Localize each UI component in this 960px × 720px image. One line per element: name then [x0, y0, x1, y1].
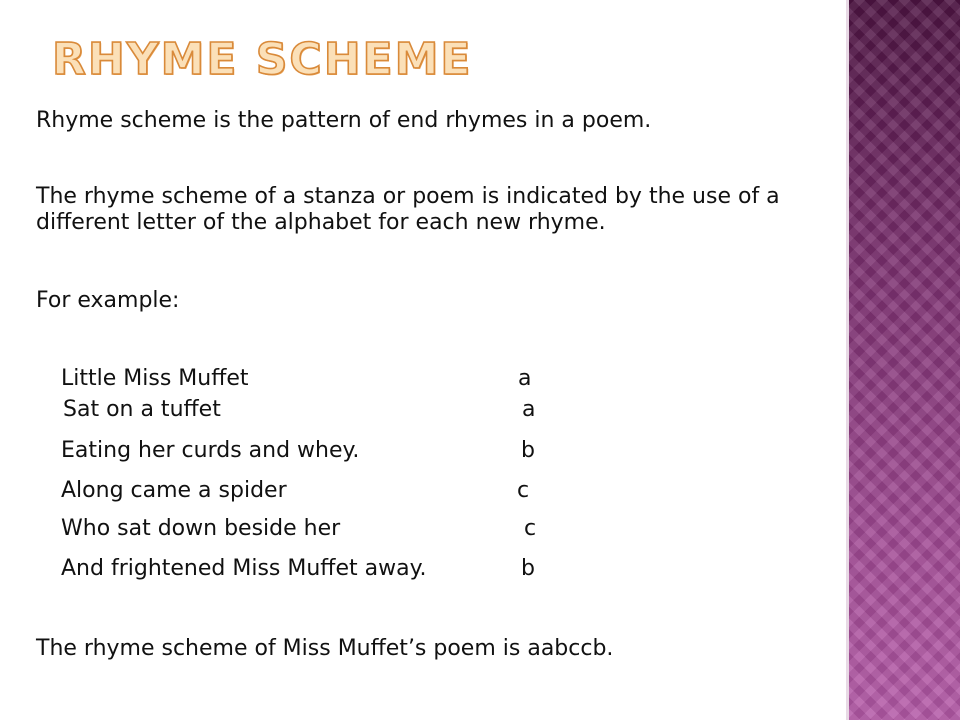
poem-line-text: Along came a spider	[61, 478, 287, 503]
poem-line-rhyme: c	[517, 478, 530, 503]
poem-line-rhyme: b	[521, 438, 535, 463]
example-intro: For example:	[36, 288, 180, 313]
poem-line-text: Who sat down beside her	[61, 516, 341, 541]
poem-line-rhyme: c	[524, 516, 537, 541]
poem-line-text: Little Miss Muffet	[61, 366, 249, 391]
slide-title: RHYME SCHEME	[52, 34, 473, 85]
conclusion-text: The rhyme scheme of Miss Muffet’s poem is aabccb.	[36, 636, 614, 661]
decorative-side-panel	[849, 0, 960, 720]
poem-line-rhyme: a	[522, 397, 536, 422]
explanation-text: The rhyme scheme of a stanza or poem is indicated by the use of a different letter of the alphabet for each new rhyme.	[36, 184, 780, 236]
poem-line-rhyme: b	[521, 556, 535, 581]
poem-line-text: And frightened Miss Muffet away.	[61, 556, 427, 581]
poem-line-text: Eating her curds and whey.	[61, 438, 360, 463]
poem-line-text: Sat on a tuffet	[63, 397, 221, 422]
definition-text: Rhyme scheme is the pattern of end rhymes in a poem.	[36, 108, 652, 133]
poem-line-rhyme: a	[518, 366, 532, 391]
